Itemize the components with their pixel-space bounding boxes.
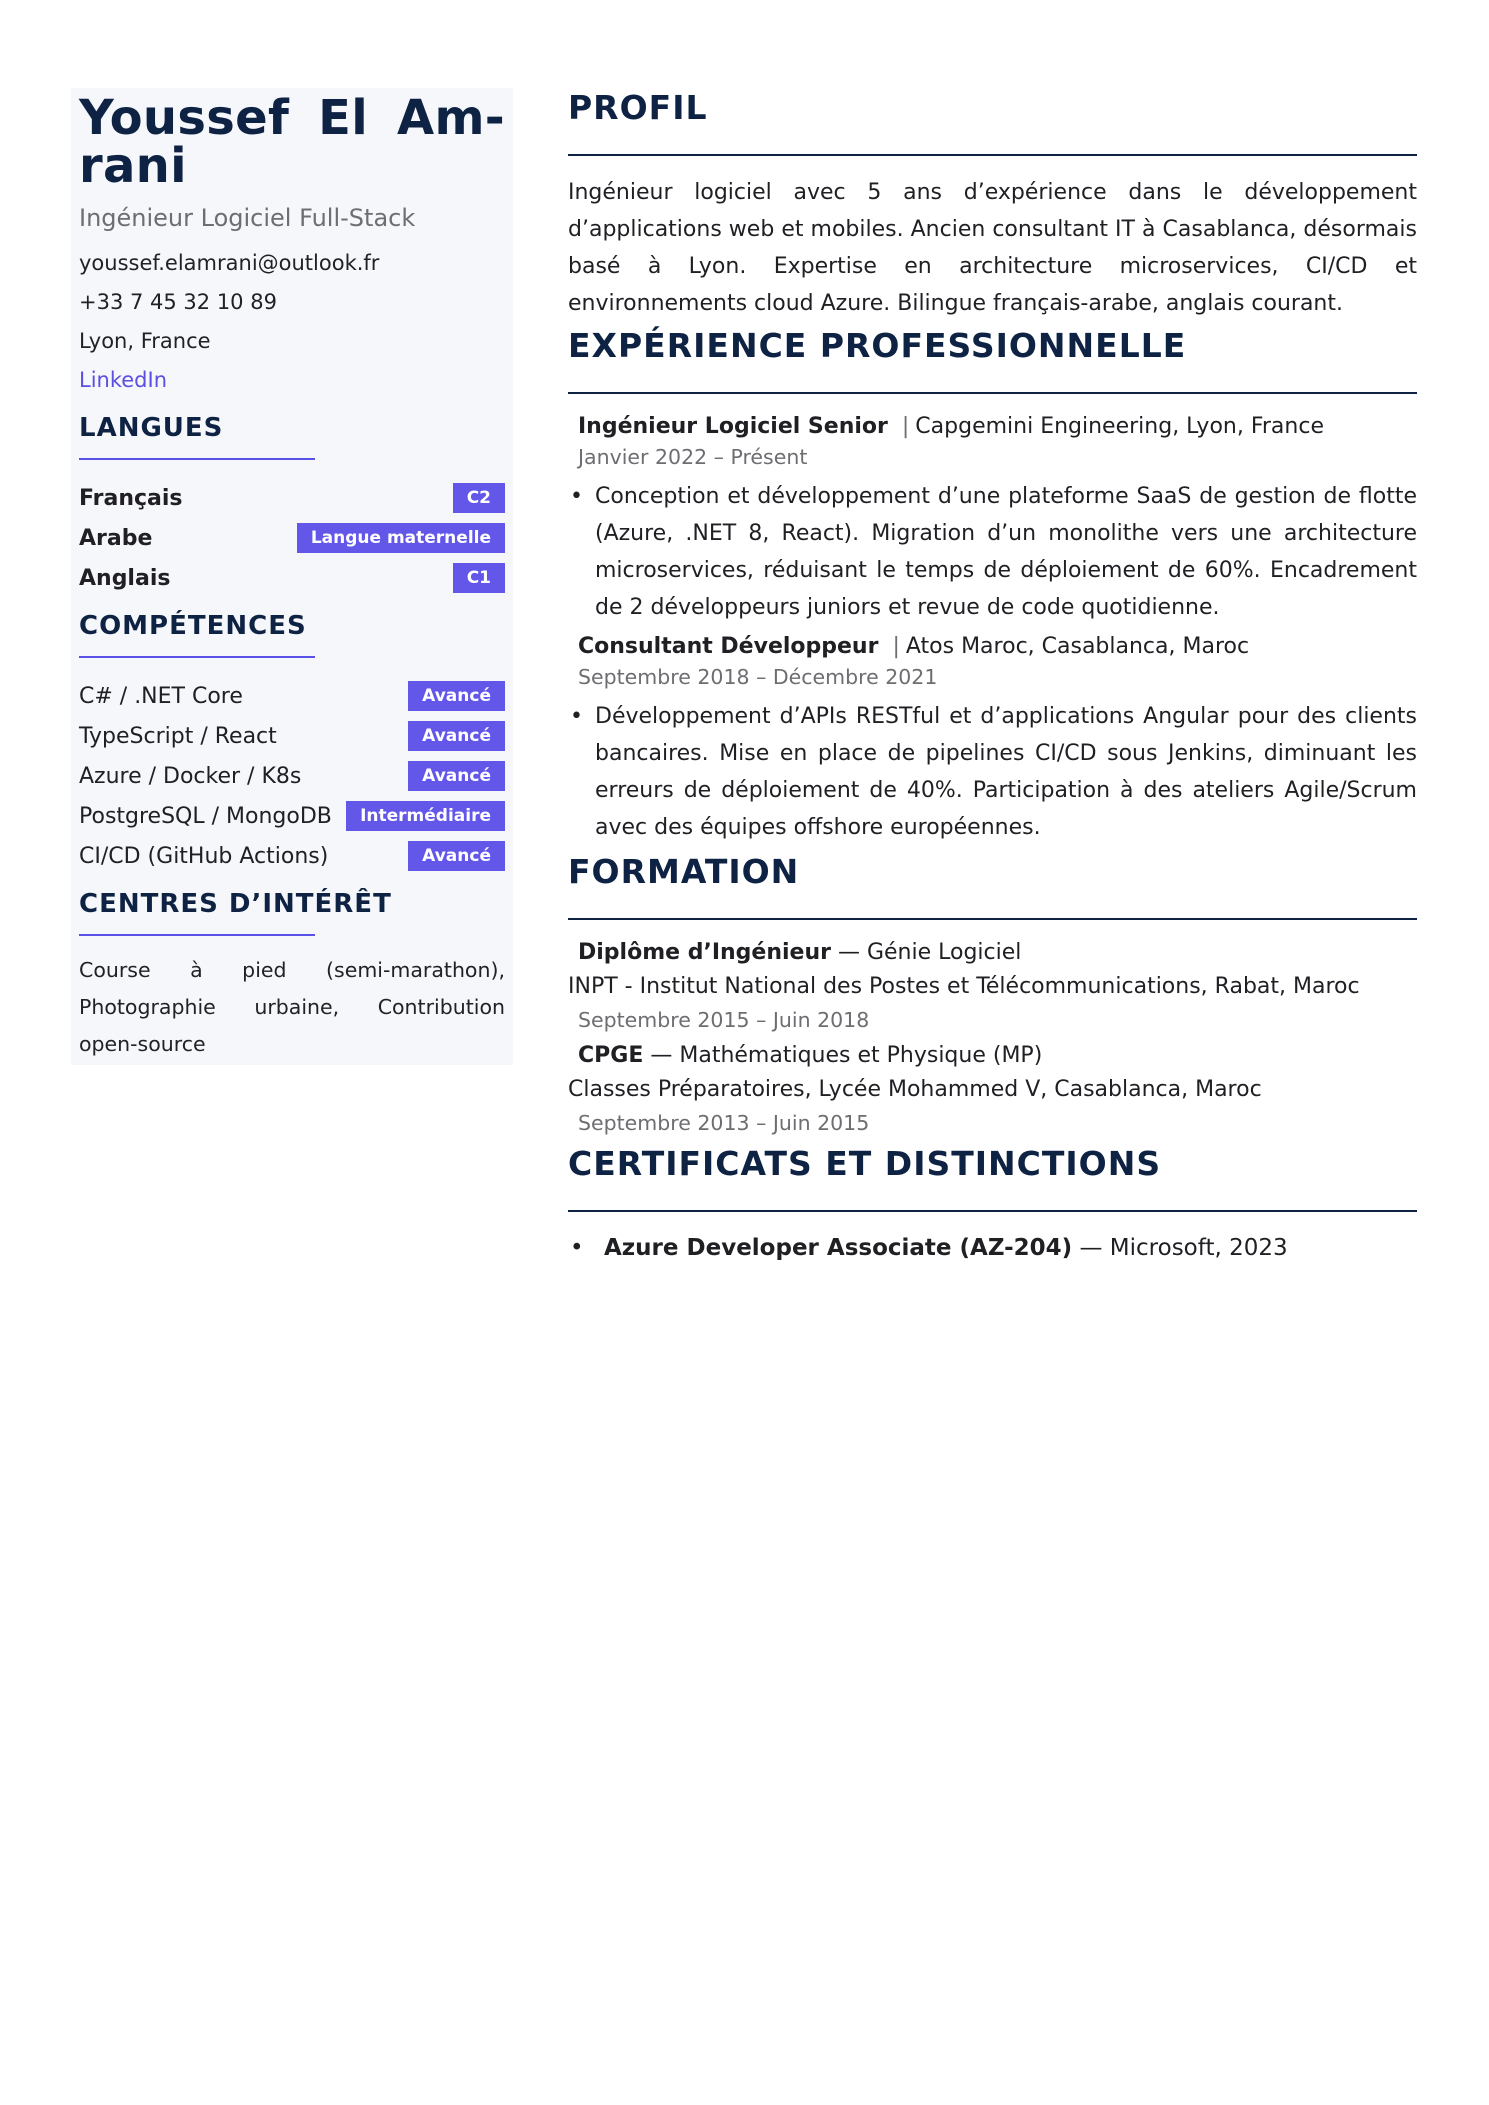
education-entry [568, 938, 1417, 1035]
job-title: Consultant Développeur [578, 634, 879, 659]
languages-divider [79, 458, 315, 460]
education-dates: Septembre 2013 – Juin 2015 [578, 1111, 870, 1135]
institution-name: INPT - Institut National des Postes et Télécommunications, Rabat, Maroc [568, 974, 1360, 999]
skill-level-badge: Avancé [408, 681, 505, 711]
job-entry [568, 412, 1417, 626]
language-row [79, 478, 505, 518]
job-company: Capgemini Engineering, Lyon, France [915, 414, 1324, 439]
skill-level-badge: Avancé [408, 761, 505, 791]
candidate-name-line2: rani [79, 138, 187, 194]
skill-name: C# / .NET Core [79, 683, 243, 709]
skills-list [79, 676, 505, 876]
language-level-badge: C2 [453, 483, 505, 513]
separator-bar: | [892, 634, 900, 659]
job-entry [568, 632, 1417, 846]
job-bullets [568, 698, 1417, 846]
language-name: Français [79, 485, 183, 511]
skill-name: PostgreSQL / MongoDB [79, 803, 332, 829]
certification-item [568, 1230, 1417, 1267]
skill-level-badge: Intermédiaire [346, 801, 505, 831]
language-level-badge: C1 [453, 563, 505, 593]
language-name: Anglais [79, 565, 171, 591]
interests-heading: CENTRES D’INTÉRÊT [79, 889, 392, 919]
education-divider [568, 918, 1417, 920]
sidebar [71, 88, 513, 1065]
location-text: Lyon, France [79, 329, 211, 353]
job-header [568, 412, 1417, 442]
profile-summary: Ingénieur logiciel avec 5 ans d’expérience dans le développement d’applications web et mobiles. Ancien consultant IT à Casablanca, désormais basé à Lyon. Expertise en architecture microservices, CI/CD et environnements cloud Azure. Bilingue français-arabe, anglais courant. [568, 180, 1417, 316]
main-content [568, 88, 1417, 1273]
language-level-badge: Langue maternelle [297, 523, 505, 553]
degree-name: Diplôme d’Ingénieur [578, 940, 831, 965]
degree-field: — Mathématiques et Physique (MP) [650, 1043, 1043, 1068]
job-role: Ingénieur Logiciel Full-Stack [79, 204, 416, 232]
email-text: youssef.elamrani@outlook.fr [79, 251, 380, 275]
skill-row [79, 676, 505, 716]
skill-level-badge: Avancé [408, 841, 505, 871]
interests-text: Course à pied (semi-marathon), Photographie urbaine, Contribution open-source [79, 958, 505, 1056]
certifications-heading: CERTIFICATS ET DISTINCTIONS [568, 1144, 1162, 1183]
experience-divider [568, 392, 1417, 394]
contact-block [79, 244, 505, 400]
experience-heading: EXPÉRIENCE PROFESSIONNELLE [568, 326, 1187, 365]
language-row [79, 518, 505, 558]
institution-name: Classes Préparatoires, Lycée Mohammed V, Casablanca, Maroc [568, 1077, 1262, 1102]
language-name: Arabe [79, 525, 153, 551]
job-dates: Janvier 2022 – Présent [578, 445, 808, 469]
job-header [568, 632, 1417, 662]
certifications-list [568, 1230, 1417, 1267]
languages-list [79, 478, 505, 598]
degree-header [568, 938, 1417, 968]
job-bullets [568, 478, 1417, 626]
profile-heading: PROFIL [568, 88, 708, 127]
linkedin-link[interactable]: LinkedIn [79, 368, 168, 392]
education-heading: FORMATION [568, 852, 800, 891]
skills-divider [79, 656, 315, 658]
skill-name: TypeScript / React [79, 723, 277, 749]
skill-row [79, 756, 505, 796]
skill-row [79, 796, 505, 836]
skill-level-badge: Avancé [408, 721, 505, 751]
skill-row [79, 836, 505, 876]
job-bullet: • Développement d’APIs RESTful et d’applications Angular pour des clients bancaires. Mise en place de pipelines CI/CD sous Jenkins, diminuant les erreurs de déploiement de 40%. Participation à des ateliers Agile/Scrum avec des équipes offshore européennes. [568, 698, 1417, 846]
languages-heading: LANGUES [79, 413, 224, 443]
separator-bar: | [901, 414, 910, 439]
skill-row [79, 716, 505, 756]
degree-field: — Génie Logiciel [837, 940, 1022, 965]
certifications-divider [568, 1210, 1417, 1212]
job-bullet: • Conception et développement d’une plateforme SaaS de gestion de flotte (Azure, .NET 8, React). Migration d’un monolithe vers une architecture microservices, réduisant le temps de déploiement de 60%. Encadrement de 2 développeurs juniors et revue de code quotidienne. [568, 478, 1417, 626]
interests-divider [79, 934, 315, 936]
degree-header [568, 1041, 1417, 1071]
candidate-name-line1: Youssef El Am- [79, 90, 505, 146]
skill-name: CI/CD (GitHub Actions) [79, 843, 329, 869]
language-row [79, 558, 505, 598]
job-dates: Septembre 2018 – Décembre 2021 [578, 665, 938, 689]
certification-name: Azure Developer Associate (AZ-204) [604, 1235, 1073, 1261]
degree-name: CPGE [578, 1043, 644, 1068]
education-dates: Septembre 2015 – Juin 2018 [578, 1008, 870, 1032]
phone-text: +33 7 45 32 10 89 [79, 290, 277, 314]
skills-heading: COMPÉTENCES [79, 611, 307, 641]
job-company: Atos Maroc, Casablanca, Maroc [905, 634, 1250, 659]
candidate-name [79, 90, 505, 194]
education-entry [568, 1041, 1417, 1138]
certification-issuer: — Microsoft, 2023 [1079, 1235, 1288, 1261]
job-title: Ingénieur Logiciel Senior [578, 414, 888, 439]
profile-divider [568, 154, 1417, 156]
skill-name: Azure / Docker / K8s [79, 763, 302, 789]
